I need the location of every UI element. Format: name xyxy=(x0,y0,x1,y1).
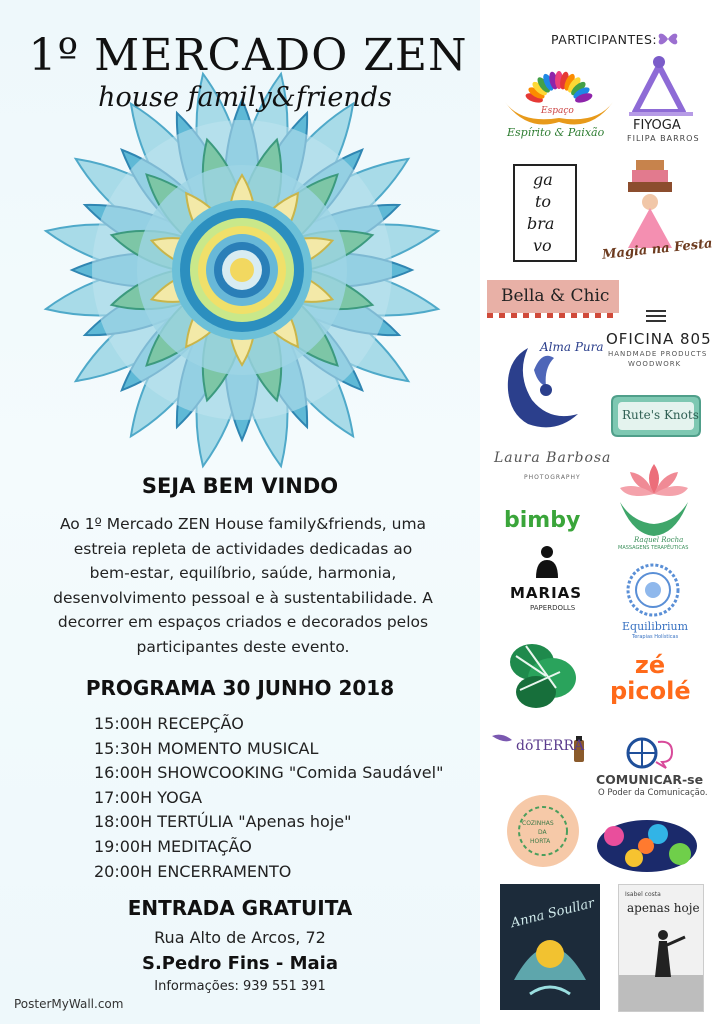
program-item: 20:00H ENCERRAMENTO xyxy=(94,861,292,881)
program-item: 15:00H RECEPÇÃO xyxy=(94,714,244,733)
intro-paragraph xyxy=(38,512,448,659)
logo-comunicar-se xyxy=(596,736,714,802)
address-line: Rua Alto de Arcos, 72 xyxy=(154,928,326,947)
logo-text: PAPERDOLLS xyxy=(530,604,576,612)
logo-text: bimby xyxy=(504,508,581,533)
welcome-heading: SEJA BEM VINDO xyxy=(141,474,339,498)
logo-fiyoga xyxy=(625,52,700,146)
poster-title: 1º MERCADO ZEN xyxy=(28,30,468,81)
logo-oficina-805 xyxy=(600,306,712,372)
logo-equilibrium xyxy=(614,562,692,642)
program-item: 19:00H MEDITAÇÃO xyxy=(94,836,252,856)
logo-text: FIYOGA xyxy=(633,118,681,133)
logo-text: to xyxy=(535,192,552,211)
logo-text: PHOTOGRAPHY xyxy=(524,474,581,481)
logo-text: Terapias Holísticas xyxy=(632,634,679,640)
logo-text: Rute's Knots xyxy=(622,408,699,422)
program-list xyxy=(94,712,443,884)
logo-text: Anna Soullar xyxy=(509,895,596,932)
program-item: 17:00H YOGA xyxy=(94,787,203,807)
entry-heading: ENTRADA GRATUITA xyxy=(127,896,353,920)
logo-cozinhas-da-horta xyxy=(506,794,580,868)
doll-icon xyxy=(506,544,588,580)
logo-monstera-leaves xyxy=(506,636,578,712)
butterfly-icon xyxy=(656,30,680,48)
logo-text: bra xyxy=(527,214,555,233)
logo-marias-paperdolls xyxy=(506,544,588,616)
intro-line: estreia repleta de actividades dedicadas ao xyxy=(73,539,413,558)
program-item: 18:00H TERTÚLIA "Apenas hoje" xyxy=(94,812,352,832)
logo-text: apenas hoje xyxy=(627,901,700,915)
logo-doterra xyxy=(490,730,594,772)
logo-raquel-rocha xyxy=(612,458,696,552)
logo-text: Espírito & Paixão xyxy=(507,126,605,139)
logo-text: Alma Pura xyxy=(540,340,604,354)
logo-text: FILIPA BARROS xyxy=(627,134,700,143)
logo-ze-picole xyxy=(606,640,694,720)
logo-text: MASSAGENS TERAPÊUTICAS xyxy=(618,545,689,551)
logo-text: zé picolé xyxy=(610,651,691,705)
logo-bimby xyxy=(502,508,592,540)
logo-text: Isabel costa xyxy=(625,891,661,898)
logo-gato-bravo xyxy=(513,164,577,262)
logo-text: Laura Barbosa xyxy=(494,450,612,466)
logo-laura-barbosa xyxy=(488,446,612,488)
logo-text: Raquel Rocha xyxy=(634,536,684,544)
watermark: PosterMyWall.com xyxy=(14,997,124,1011)
woman-silhouette-icon xyxy=(619,915,703,1011)
info-line: Informações: 939 551 391 xyxy=(154,979,326,994)
intro-line: Ao 1º Mercado ZEN House family&friends, uma xyxy=(59,515,427,533)
globe-chat-icon xyxy=(596,736,714,770)
logo-colorful-splash xyxy=(594,818,700,874)
logo-text: DA xyxy=(538,829,547,836)
wood-planks-icon xyxy=(600,306,712,326)
logo-text: Espaço xyxy=(541,106,574,116)
logo-text: COMUNICAR-se xyxy=(596,772,704,787)
logo-text: ga xyxy=(533,170,553,189)
logo-text: Bella & Chic xyxy=(501,286,610,306)
mandala-circle-icon xyxy=(614,562,692,620)
intro-line: participantes deste evento. xyxy=(136,637,350,656)
mandala-illustration xyxy=(22,60,462,460)
logo-text: O Poder da Comunicação. xyxy=(598,788,708,798)
poster-subtitle: house family&friends xyxy=(98,82,392,113)
logo-text: HANDMADE PRODUCTS xyxy=(608,350,708,358)
logo-magia-na-festa xyxy=(598,152,714,270)
logo-text: OFICINA 805 xyxy=(606,330,712,348)
logo-rutes-knots xyxy=(608,390,704,442)
program-item: 16:00H SHOWCOOKING "Comida Saudável" xyxy=(94,763,444,783)
intro-line: bem-estar, equilíbrio, saúde, harmonia, xyxy=(89,564,397,582)
program-heading: PROGRAMA 30 JUNHO 2018 xyxy=(85,676,395,700)
logo-text: Magia na Festa xyxy=(601,236,714,263)
paint-splash-icon xyxy=(594,818,700,874)
logo-anna-soullar xyxy=(500,884,600,1010)
intro-line: decorrer em espaços criados e decorados pelos xyxy=(57,613,429,631)
city-line: S.Pedro Fins - Maia xyxy=(142,953,338,974)
logo-text: WOODWORK xyxy=(628,360,682,368)
program-item: 15:30H MOMENTO MUSICAL xyxy=(94,738,319,758)
logo-apenas-hoje-book xyxy=(618,884,704,1012)
logo-text: vo xyxy=(533,236,552,255)
logo-text: dōTERRA xyxy=(516,738,585,754)
participants-heading: PARTICIPANTES: xyxy=(551,32,658,47)
monstera-leaf-icon xyxy=(506,636,578,712)
logo-text: COZINHAS xyxy=(522,820,554,827)
logo-text: MARIAS xyxy=(510,584,583,602)
logo-espaco-espirito-paixao xyxy=(497,62,621,146)
logo-text: Equilibrium xyxy=(622,620,689,633)
logo-text: HORTA xyxy=(530,838,551,845)
logo-alma-pura xyxy=(498,330,604,436)
intro-line: desenvolvimento pessoal e à sustentabilidade. A xyxy=(53,588,433,607)
